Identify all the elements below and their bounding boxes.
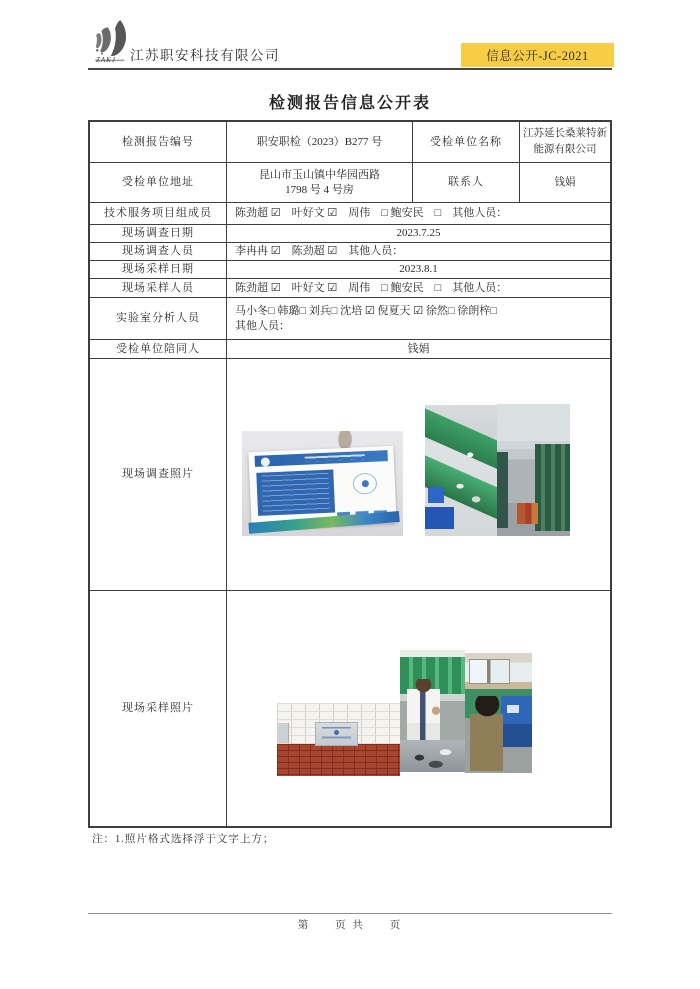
workbench [400,740,465,772]
report-no-value: 职安职检（2023）B277 号 [227,122,413,162]
table-row-survey-photos [90,359,610,591]
survey-staff-checkbox-list: 李冉冉 ☑ 陈劲超 ☑ 其他人员： [235,245,404,258]
photo-survey-info-board [242,431,403,536]
red-brick-wall [277,744,400,776]
photo-sampling-worker [400,650,465,772]
lab-staff-checkbox-list [227,298,610,339]
lab-staff-line2: 其他人员： [235,319,290,332]
survey-date-value: 2023.7.25 [396,227,441,240]
info-board-text-panel [257,469,336,516]
footnote: 注：1.照片格式选择浮于文字上方； [92,834,275,845]
contact-value: 钱娟 [554,176,576,188]
operator-figure [470,696,502,770]
sampling-date-label: 现场采样日期 [90,261,227,278]
header-divider [88,68,612,70]
logo-abbreviation: ZAKJ [96,56,116,64]
sampling-staff-label: 现场采样人员 [90,279,227,297]
survey-photos-cell [227,359,610,590]
photo-survey-production-line [425,405,498,536]
photo-sampling-operator [465,653,532,773]
lab-staff-line1: 马小冬□ 韩璐□ 刘兵□ 沈培 ☑ 倪夏天 ☑ 徐然□ 徐朗梓□ [235,304,497,317]
escort-label: 受检单位陪同人 [90,340,227,358]
info-board [248,446,396,529]
table-row-survey-date [90,225,610,243]
table-row-escort [90,340,610,359]
photo-survey-workshop-aisle [497,404,570,536]
unit-addr-line2: 1798 号 4 号房 [285,183,354,196]
team-label: 技术服务项目组成员 [90,203,227,224]
photo-sampling-building-wall [277,703,400,776]
shelf-left [497,452,508,529]
report-no-label: 检测报告编号 [90,122,227,162]
blue-instrument [501,696,532,746]
unit-name-value: 江苏延长桑莱特新能源有限公司 [523,128,607,155]
page-number-text: 第 页 共 页 [297,920,403,931]
info-board-diagram [344,469,386,498]
page-title: 检测报告信息公开表 [268,95,431,112]
unit-addr-value [227,163,413,202]
sampling-photos-label: 现场采样照片 [90,591,227,826]
side-plaque [277,723,289,743]
table-row-survey-staff [90,243,610,261]
footer-divider [88,913,612,914]
table-row-team [90,203,610,225]
table-row-sampling-photos [90,591,610,826]
company-plaque [315,722,358,746]
sampling-staff-checkbox-list: 陈劲超 ☑ 叶好文 ☑ 周伟 □ 鲍安民 □ 其他人员： [235,281,508,294]
lab-staff-label: 实验室分析人员 [90,298,227,339]
table-row-sampling-date [90,261,610,279]
escort-value: 钱娟 [407,342,430,355]
survey-staff-label: 现场调查人员 [90,243,227,260]
shelving-rows [535,444,570,531]
table-row-report-no [90,122,610,163]
blue-bins [425,507,454,529]
table-row-lab-staff [90,298,610,340]
info-board-header [254,450,388,467]
table-row-sampling-staff [90,279,610,298]
report-table [88,120,612,828]
worker-figure [407,679,441,740]
table-row-unit-addr [90,163,610,203]
stacked-items [517,503,537,524]
contact-label: 联系人 [413,163,520,202]
company-name: 江苏职安科技有限公司 [130,48,280,63]
sampling-date-value: 2023.8.1 [399,263,438,276]
team-checkbox-list: 陈劲超 ☑ 叶好文 ☑ 周伟 □ 鲍安民 □ 其他人员： [235,207,508,220]
sampling-photos-cell [227,591,610,826]
doc-code-badge: 信息公开-JC-2021 [461,43,614,67]
survey-photos-label: 现场调查照片 [90,359,227,590]
unit-addr-label: 受检单位地址 [90,163,227,202]
survey-date-label: 现场调查日期 [90,225,227,242]
unit-name-label: 受检单位名称 [413,122,520,162]
unit-addr-line1: 昆山市玉山镇中华园西路 [259,168,380,181]
window [469,659,510,684]
